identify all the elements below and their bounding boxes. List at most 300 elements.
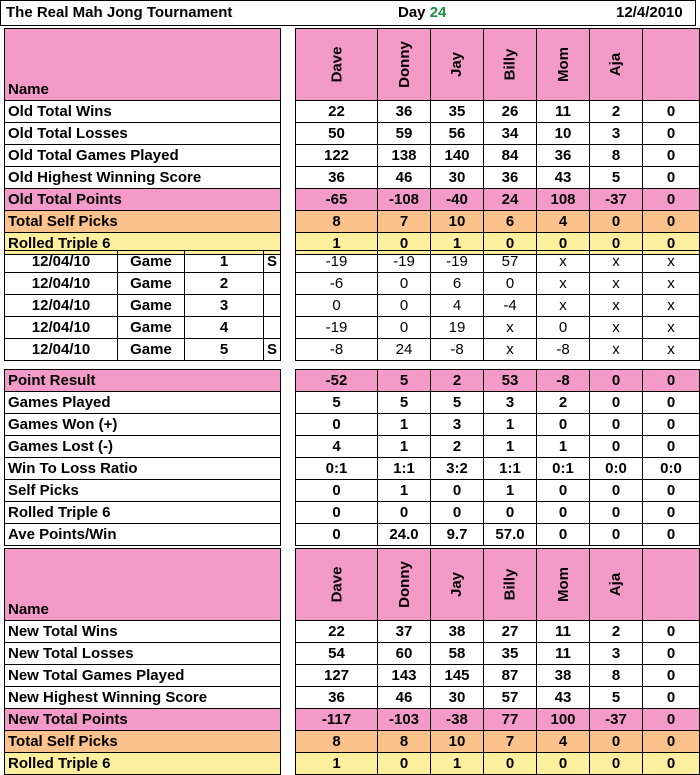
game-score: 0 (484, 273, 537, 295)
stat-value: 1 (484, 414, 537, 436)
game-row (5, 339, 700, 361)
game-row (5, 295, 700, 317)
stat-value: 0 (296, 502, 378, 524)
spacer (281, 687, 296, 709)
game-score: x (484, 317, 537, 339)
game-score: -8 (296, 339, 378, 361)
stat-label: Self Picks (5, 480, 281, 502)
stat-value: 7 (484, 731, 537, 753)
stat-row (5, 731, 700, 753)
stat-value: 9.7 (431, 524, 484, 546)
game-score: x (590, 251, 643, 273)
stat-value: -52 (296, 370, 378, 392)
spacer (281, 549, 296, 621)
date: 12/4/2010 (616, 4, 683, 21)
spacer (281, 392, 296, 414)
stat-value: 10 (537, 123, 590, 145)
stat-value: 43 (537, 687, 590, 709)
spacer (281, 251, 296, 273)
stat-value: 0 (643, 502, 700, 524)
stat-value: 24.0 (378, 524, 431, 546)
stat-value: 0 (537, 524, 590, 546)
stat-label: Games Won (+) (5, 414, 281, 436)
player-name: Jay (448, 51, 466, 78)
player-name: Donny (395, 561, 413, 608)
game-score: -19 (296, 317, 378, 339)
spacer (281, 731, 296, 753)
spacer (281, 273, 296, 295)
stat-value: 46 (378, 687, 431, 709)
stat-value: 0 (643, 731, 700, 753)
stat-value: 0 (378, 233, 431, 255)
game-score: 0 (378, 295, 431, 317)
results-table (4, 369, 700, 546)
stat-value: 46 (378, 167, 431, 189)
new-stats-table (4, 548, 700, 775)
stat-value: 0 (590, 211, 643, 233)
stat-value: 6 (484, 211, 537, 233)
stat-value: 0 (431, 502, 484, 524)
stat-value: 0 (590, 480, 643, 502)
stat-value: 3 (590, 643, 643, 665)
stat-value: 5 (590, 687, 643, 709)
stat-value: 58 (431, 643, 484, 665)
game-number: 5 (185, 339, 264, 361)
spacer (281, 123, 296, 145)
game-date: 12/04/10 (5, 295, 118, 317)
stat-value: 0 (590, 370, 643, 392)
stat-label: Rolled Triple 6 (5, 753, 281, 775)
stat-value: -65 (296, 189, 378, 211)
stat-value: 4 (537, 211, 590, 233)
stat-row (5, 414, 700, 436)
game-score: x (537, 273, 590, 295)
stat-value: 36 (537, 145, 590, 167)
tournament-title: The Real Mah Jong Tournament (6, 4, 233, 21)
game-date: 12/04/10 (5, 251, 118, 273)
game-number: 2 (185, 273, 264, 295)
stat-value: 1 (431, 233, 484, 255)
player-header (296, 29, 378, 101)
self-pick-flag (264, 273, 281, 295)
game-label: Game (118, 273, 185, 295)
stat-value: 2 (590, 621, 643, 643)
stat-row (5, 753, 700, 775)
game-score: -19 (431, 251, 484, 273)
stat-value: 0 (643, 211, 700, 233)
stat-value: 10 (431, 211, 484, 233)
stat-value: 38 (431, 621, 484, 643)
game-date: 12/04/10 (5, 317, 118, 339)
stat-value: 0 (590, 414, 643, 436)
player-header (643, 549, 700, 621)
stat-value: 0 (537, 233, 590, 255)
game-row (5, 273, 700, 295)
player-header (431, 549, 484, 621)
stat-value: 11 (537, 621, 590, 643)
player-header (537, 29, 590, 101)
stat-value: 3 (590, 123, 643, 145)
game-score: x (643, 251, 700, 273)
game-score: 24 (378, 339, 431, 361)
stat-value: 0 (643, 665, 700, 687)
game-score: x (643, 273, 700, 295)
stat-value: 0 (643, 392, 700, 414)
stat-value: 0 (590, 502, 643, 524)
stat-value: 1:1 (378, 458, 431, 480)
player-header (484, 549, 537, 621)
stat-value: 10 (431, 731, 484, 753)
stat-value: 0:1 (296, 458, 378, 480)
game-score: 0 (378, 273, 431, 295)
stat-value: 54 (296, 643, 378, 665)
stat-value: 57 (484, 687, 537, 709)
game-score: x (537, 295, 590, 317)
stat-row (5, 370, 700, 392)
stat-value: 1:1 (484, 458, 537, 480)
stat-value: 3:2 (431, 458, 484, 480)
stat-value: 2 (431, 370, 484, 392)
stat-value: 5 (378, 392, 431, 414)
stat-label: New Total Games Played (5, 665, 281, 687)
stat-value: 0 (643, 753, 700, 775)
player-header (590, 29, 643, 101)
spacer (281, 211, 296, 233)
stat-value: 1 (484, 436, 537, 458)
stat-value: -103 (378, 709, 431, 731)
stat-value: 0 (378, 502, 431, 524)
stat-value: 0 (590, 731, 643, 753)
self-pick-flag: S (264, 251, 281, 273)
stat-row (5, 436, 700, 458)
spacer (281, 145, 296, 167)
stat-label: Old Total Points (5, 189, 281, 211)
stat-value: 36 (378, 101, 431, 123)
stat-value: 0 (643, 414, 700, 436)
stat-value: 0 (643, 436, 700, 458)
stat-value: 100 (537, 709, 590, 731)
game-score: x (643, 295, 700, 317)
stat-row (5, 502, 700, 524)
stat-value: 0 (590, 753, 643, 775)
stat-value: 0 (378, 753, 431, 775)
stat-value: -38 (431, 709, 484, 731)
stat-value: 56 (431, 123, 484, 145)
game-score: 6 (431, 273, 484, 295)
stat-value: 53 (484, 370, 537, 392)
game-label: Game (118, 339, 185, 361)
game-score: -19 (296, 251, 378, 273)
spacer (281, 502, 296, 524)
old-stats-table (4, 28, 700, 255)
stat-value: 0:0 (590, 458, 643, 480)
stat-value: 36 (484, 167, 537, 189)
stat-value: 22 (296, 621, 378, 643)
stat-row (5, 458, 700, 480)
spacer (281, 29, 296, 101)
day-number: 24 (429, 4, 447, 21)
stat-label: Old Total Games Played (5, 145, 281, 167)
stat-value: -8 (537, 370, 590, 392)
player-name: Dave (327, 566, 345, 603)
game-score: -6 (296, 273, 378, 295)
stat-row (5, 101, 700, 123)
stat-value: -117 (296, 709, 378, 731)
stat-label: Games Lost (-) (5, 436, 281, 458)
spacer (281, 753, 296, 775)
stat-value: 0:1 (537, 458, 590, 480)
spacer (281, 370, 296, 392)
game-number: 4 (185, 317, 264, 339)
stat-value: 127 (296, 665, 378, 687)
stat-row (5, 123, 700, 145)
game-date: 12/04/10 (5, 273, 118, 295)
title-bar (0, 0, 696, 26)
stat-row (5, 643, 700, 665)
game-row (5, 317, 700, 339)
stat-value: 0 (590, 524, 643, 546)
player-name: Dave (327, 46, 345, 83)
game-score: 0 (378, 317, 431, 339)
stat-row (5, 709, 700, 731)
player-name: Billy (501, 568, 519, 601)
stat-value: -37 (590, 189, 643, 211)
stat-label: Rolled Triple 6 (5, 233, 281, 255)
stat-row (5, 665, 700, 687)
stat-value: 138 (378, 145, 431, 167)
stat-value: -37 (590, 709, 643, 731)
stat-value: 1 (378, 414, 431, 436)
player-header (537, 549, 590, 621)
stat-value: 2 (431, 436, 484, 458)
stat-label: Old Total Losses (5, 123, 281, 145)
stat-value: 3 (484, 392, 537, 414)
stat-value: 35 (431, 101, 484, 123)
stat-value: 57.0 (484, 524, 537, 546)
self-pick-flag (264, 295, 281, 317)
stat-value: 4 (296, 436, 378, 458)
stat-row (5, 392, 700, 414)
stat-label: Games Played (5, 392, 281, 414)
spacer (281, 621, 296, 643)
stat-value: 0 (643, 370, 700, 392)
game-score: -8 (431, 339, 484, 361)
spacer (281, 339, 296, 361)
player-name: Billy (501, 48, 519, 81)
stat-value: 1 (296, 233, 378, 255)
game-score: x (643, 339, 700, 361)
stat-value: 4 (537, 731, 590, 753)
stat-value: 0 (643, 101, 700, 123)
old-header-row (5, 29, 700, 101)
stat-label: New Total Points (5, 709, 281, 731)
new-header-row (5, 549, 700, 621)
spacer (281, 414, 296, 436)
stat-value: 60 (378, 643, 431, 665)
spacer (281, 436, 296, 458)
stat-label: Win To Loss Ratio (5, 458, 281, 480)
player-header (378, 29, 431, 101)
stat-value: 27 (484, 621, 537, 643)
stat-value: 0 (537, 414, 590, 436)
spacer (281, 665, 296, 687)
player-name: Aja (607, 572, 625, 597)
stat-value: 8 (590, 665, 643, 687)
day-label (398, 1, 446, 25)
stat-value: 77 (484, 709, 537, 731)
game-label: Game (118, 251, 185, 273)
stat-value: 0 (296, 414, 378, 436)
stat-value: -108 (378, 189, 431, 211)
player-name: Mom (554, 567, 572, 602)
stat-value: 122 (296, 145, 378, 167)
stat-label: Point Result (5, 370, 281, 392)
self-pick-flag (264, 317, 281, 339)
stat-value: 145 (431, 665, 484, 687)
stat-value: 1 (537, 436, 590, 458)
stat-row (5, 167, 700, 189)
stat-value: 0 (537, 753, 590, 775)
stat-value: 0 (643, 524, 700, 546)
player-header (431, 29, 484, 101)
stat-value: 1 (378, 480, 431, 502)
player-name: Jay (448, 571, 466, 598)
stat-label: Old Highest Winning Score (5, 167, 281, 189)
stat-value: 11 (537, 643, 590, 665)
game-score: 4 (431, 295, 484, 317)
stat-row (5, 211, 700, 233)
stat-value: 24 (484, 189, 537, 211)
spacer (281, 101, 296, 123)
stat-value: 0 (643, 643, 700, 665)
player-header (378, 549, 431, 621)
stat-value: 0 (643, 233, 700, 255)
player-name: Mom (554, 47, 572, 82)
game-score: x (590, 339, 643, 361)
game-number: 3 (185, 295, 264, 317)
stat-value: 1 (296, 753, 378, 775)
game-score: x (484, 339, 537, 361)
stat-value: 0 (643, 145, 700, 167)
stat-value: 30 (431, 687, 484, 709)
spacer (281, 295, 296, 317)
stat-value: 5 (431, 392, 484, 414)
stat-value: 11 (537, 101, 590, 123)
game-score: -4 (484, 295, 537, 317)
stat-value: 38 (537, 665, 590, 687)
games-table (4, 250, 700, 361)
stat-value: 0 (537, 502, 590, 524)
game-score: x (590, 295, 643, 317)
stat-value: 3 (431, 414, 484, 436)
stat-value: 7 (378, 211, 431, 233)
game-score: -19 (378, 251, 431, 273)
stat-label: Total Self Picks (5, 211, 281, 233)
stat-value: 108 (537, 189, 590, 211)
stat-value: 87 (484, 665, 537, 687)
stat-value: 0 (484, 233, 537, 255)
stat-row (5, 480, 700, 502)
name-header: Name (5, 549, 281, 621)
spacer (281, 167, 296, 189)
stat-value: 0 (431, 480, 484, 502)
stat-value: 0 (643, 123, 700, 145)
game-date: 12/04/10 (5, 339, 118, 361)
stat-value: 1 (484, 480, 537, 502)
stat-label: Rolled Triple 6 (5, 502, 281, 524)
spacer (281, 317, 296, 339)
game-row (5, 251, 700, 273)
stat-value: 8 (378, 731, 431, 753)
stat-value: 84 (484, 145, 537, 167)
stat-value: 0:0 (643, 458, 700, 480)
player-header (590, 549, 643, 621)
stat-value: 1 (378, 436, 431, 458)
game-score: x (537, 251, 590, 273)
stat-label: Ave Points/Win (5, 524, 281, 546)
stat-value: 143 (378, 665, 431, 687)
stat-value: 34 (484, 123, 537, 145)
stat-value: 0 (484, 753, 537, 775)
stat-value: 59 (378, 123, 431, 145)
stat-row (5, 145, 700, 167)
stat-value: 0 (590, 436, 643, 458)
player-name: Aja (607, 52, 625, 77)
stat-label: New Total Losses (5, 643, 281, 665)
stat-value: 0 (484, 502, 537, 524)
stat-value: 0 (296, 524, 378, 546)
spacer (281, 709, 296, 731)
stat-label: Old Total Wins (5, 101, 281, 123)
stat-value: 8 (296, 211, 378, 233)
stat-value: 0 (590, 233, 643, 255)
spacer (281, 458, 296, 480)
stat-value: 0 (643, 709, 700, 731)
stat-value: 35 (484, 643, 537, 665)
stat-row (5, 687, 700, 709)
self-pick-flag: S (264, 339, 281, 361)
stat-value: 26 (484, 101, 537, 123)
game-score: -8 (537, 339, 590, 361)
stat-value: 8 (590, 145, 643, 167)
stat-value: 0 (590, 392, 643, 414)
day-label-text: Day (398, 4, 426, 21)
game-label: Game (118, 295, 185, 317)
stat-value: 0 (643, 167, 700, 189)
player-header (296, 549, 378, 621)
game-number: 1 (185, 251, 264, 273)
stat-row (5, 189, 700, 211)
game-score: 57 (484, 251, 537, 273)
spacer (281, 480, 296, 502)
game-label: Game (118, 317, 185, 339)
stat-value: 0 (643, 687, 700, 709)
stat-value: 43 (537, 167, 590, 189)
stat-label: Total Self Picks (5, 731, 281, 753)
stat-row (5, 524, 700, 546)
stat-value: 36 (296, 167, 378, 189)
stat-value: 22 (296, 101, 378, 123)
stat-value: 2 (537, 392, 590, 414)
game-score: 0 (296, 295, 378, 317)
game-score: x (590, 273, 643, 295)
stat-value: 0 (643, 480, 700, 502)
stat-value: 0 (643, 621, 700, 643)
player-header (484, 29, 537, 101)
stat-value: 1 (431, 753, 484, 775)
game-score: 19 (431, 317, 484, 339)
spacer (281, 643, 296, 665)
